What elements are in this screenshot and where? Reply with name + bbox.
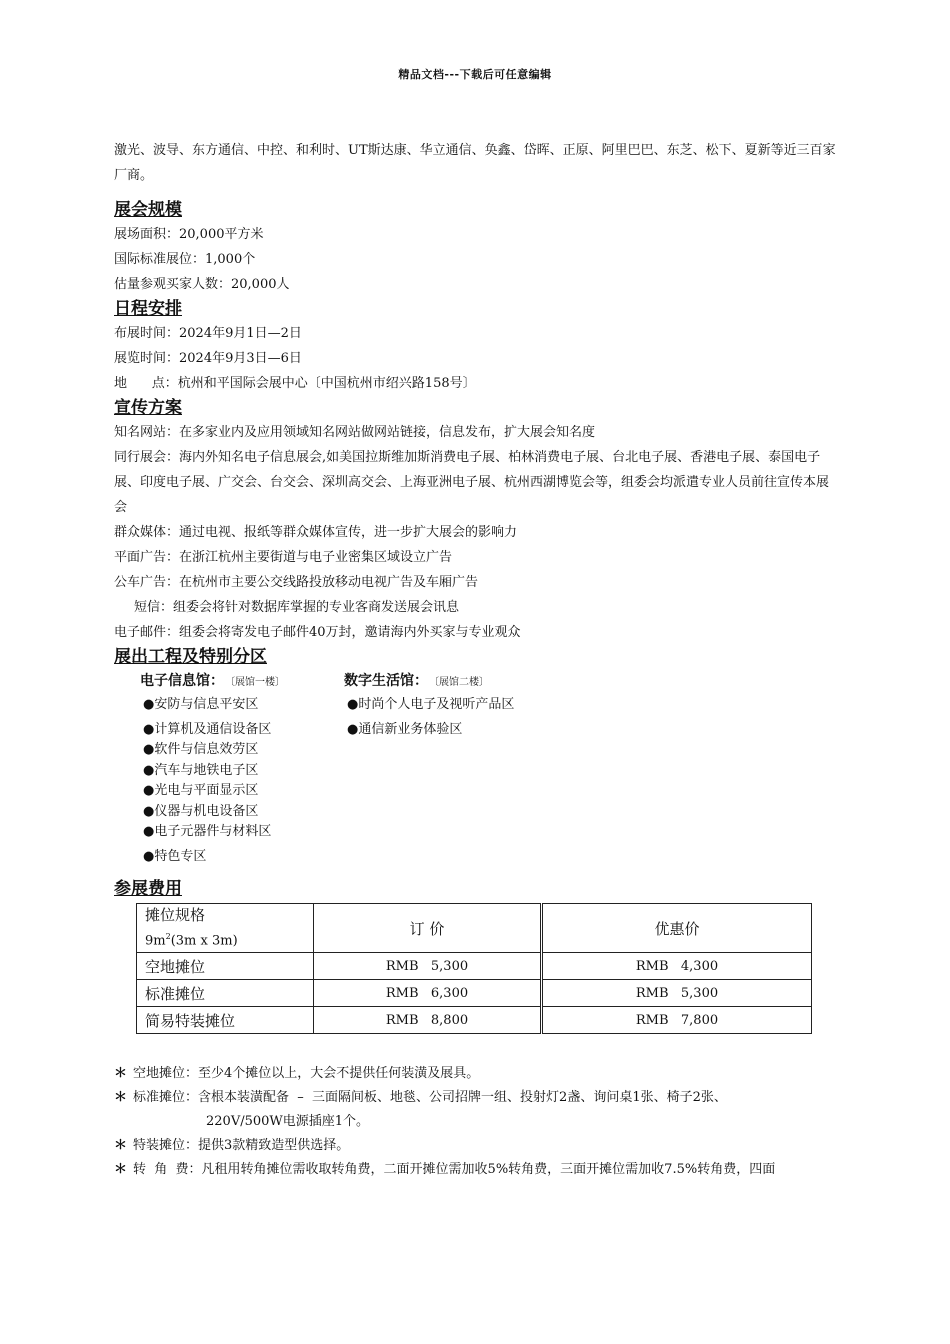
list-item: ●通信新业务体验区 xyxy=(347,721,463,737)
list-item: ●特色专区 xyxy=(143,848,207,864)
booth-price: RMB 6,300 xyxy=(314,980,542,1007)
document-header: 精品文档---下载后可任意编辑 xyxy=(398,68,552,81)
promo-print-ads: 平面广告：在浙江杭州主要街道与电子业密集区域设立广告 xyxy=(114,550,453,565)
booth-type: 简易特装摊位 xyxy=(137,1007,314,1034)
section-title-scale: 展会规模 xyxy=(114,200,182,220)
table-row xyxy=(137,953,812,980)
note-continuation: 220V/500W电源插座1个。 xyxy=(206,1114,370,1130)
table-header-row xyxy=(137,904,812,953)
spec-header-cell xyxy=(137,904,314,953)
list-item: ●仪器与机电设备区 xyxy=(143,803,259,819)
promo-trade-shows: 同行展会：海内外知名电子信息展会,如美国拉斯维加斯消费电子展、柏林消费电子展、台北电子展、香港电子展、泰国电子展、印度电子展、广交会、台交会、深圳高交会、上海亚洲电子展、杭州西湖博览会等，组委会均派遣专业人员前往宣传本展会 xyxy=(114,450,830,515)
fee-notes xyxy=(114,1062,836,1182)
list-item: ●时尚个人电子及视听产品区 xyxy=(347,697,515,712)
hall-electronic-info xyxy=(114,669,340,867)
asterisk-icon: ＊ xyxy=(114,1138,128,1154)
table-row xyxy=(137,980,812,1007)
section-title-zones: 展出工程及特别分区 xyxy=(114,647,267,667)
booth-discount: RMB 5,300 xyxy=(542,980,812,1007)
booth-price: RMB 5,300 xyxy=(314,953,542,980)
list-item: ●光电与平面显示区 xyxy=(143,783,259,798)
hall1-name: 电子信息馆： xyxy=(140,673,224,689)
hall2-name: 数字生活馆： xyxy=(344,673,428,689)
document-body xyxy=(114,138,836,1182)
fee-table xyxy=(136,903,812,1034)
zones-columns xyxy=(114,669,836,867)
asterisk-icon: ＊ xyxy=(114,1162,128,1178)
section-title-fees: 参展费用 xyxy=(114,879,182,899)
intro-paragraph: 激光、波导、东方通信、中控、和利时、UT斯达康、华立通信、奂鑫、岱晖、正原、阿里巴巴、东芝、松下、夏新等近三百家厂商。 xyxy=(114,143,836,183)
schedule-setup: 布展时间：2024年9月1日—2日 xyxy=(114,326,302,341)
booth-type: 空地摊位 xyxy=(137,953,314,980)
promo-sms: 短信：组委会将针对数据库掌握的专业客商发送展会讯息 xyxy=(134,600,460,615)
spec-label: 摊位规格 xyxy=(145,906,206,924)
booth-discount: RMB 4,300 xyxy=(542,953,812,980)
note-item: ＊ 特装摊位：提供3款精致造型供选择。 xyxy=(114,1138,350,1154)
list-item: ●软件与信息效劳区 xyxy=(143,742,259,757)
promo-bus-ads: 公车广告：在杭州市主要公交线路投放移动电视广告及车厢广告 xyxy=(114,575,479,590)
spec-size: 9m xyxy=(145,933,166,949)
promo-websites: 知名网站：在多家业内及应用领域知名网站做网站链接，信息发布，扩大展会知名度 xyxy=(114,425,596,440)
section-title-schedule: 日程安排 xyxy=(114,299,182,319)
hall1-floor: 〔展馆一楼〕 xyxy=(230,677,285,688)
spec-sup: 2 xyxy=(165,932,171,941)
scale-area: 展场面积：20,000平方米 xyxy=(114,227,264,242)
schedule-venue: 地 点：杭州和平国际会展中心〔中国杭州市绍兴路158号〕 xyxy=(114,376,476,391)
section-title-promo: 宣传方案 xyxy=(114,398,182,418)
asterisk-icon: ＊ xyxy=(114,1066,128,1082)
booth-type: 标准摊位 xyxy=(137,980,314,1007)
spec-dims: (3m x 3m) xyxy=(170,933,238,949)
note-item: ＊ 空地摊位：至少4个摊位以上，大会不提供任何装潢及展具。 xyxy=(114,1066,480,1082)
list-item: ●安防与信息平安区 xyxy=(143,697,259,712)
note-item: ＊ 标准摊位：含根本装潢配备 – 三面隔间板、地毯、公司招牌一组、投射灯2盏、询问桌1张、椅子2张、 xyxy=(114,1090,727,1106)
promo-email: 电子邮件：组委会将寄发电子邮件40万封，邀请海内外买家与专业观众 xyxy=(114,625,521,640)
list-item: ●计算机及通信设备区 xyxy=(143,721,272,737)
note-item: ＊ 转 角 费：凡租用转角摊位需收取转角费，二面开摊位需加收5%转角费，三面开摊位需加收7.5%转角费，四面 xyxy=(114,1162,776,1178)
scale-visitors: 估量参观买家人数：20,000人 xyxy=(114,277,290,292)
scale-booths: 国际标准展位：1,000个 xyxy=(114,252,256,267)
promo-mass-media: 群众媒体：通过电视、报纸等群众媒体宣传，进一步扩大展会的影响力 xyxy=(114,525,518,540)
hall-digital-life xyxy=(340,669,604,867)
booth-discount: RMB 7,800 xyxy=(542,1007,812,1034)
list-item: ●电子元器件与材料区 xyxy=(143,824,272,839)
hall2-floor: 〔展馆二楼〕 xyxy=(434,677,489,688)
asterisk-icon: ＊ xyxy=(114,1090,128,1106)
table-row xyxy=(137,1007,812,1034)
booth-price: RMB 8,800 xyxy=(314,1007,542,1034)
price-header: 订 价 xyxy=(314,904,542,953)
discount-header: 优惠价 xyxy=(542,904,812,953)
list-item: ●汽车与地铁电子区 xyxy=(143,762,259,778)
schedule-exhibition: 展览时间：2024年9月3日—6日 xyxy=(114,351,302,366)
